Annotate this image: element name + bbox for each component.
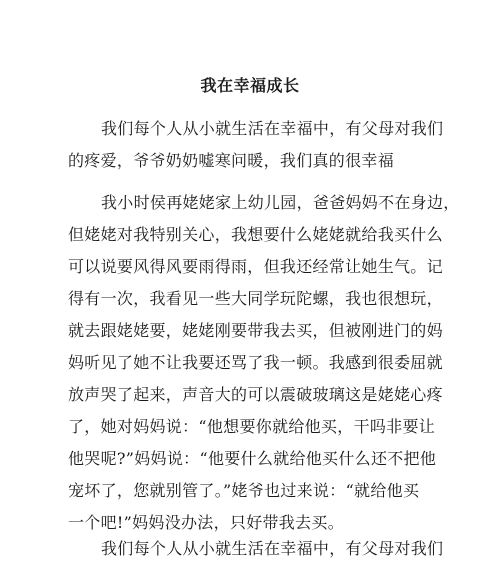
paragraph-line: 我小时侯再姥姥家上幼儿园，爸爸妈妈不在身边， [101, 193, 460, 212]
paragraph-line: 的疼爱，爷爷奶奶嘘寒问暖，我们真的很幸福 [68, 151, 395, 170]
paragraph-line: 妈听见了她不让我要还骂了我一顿。我感到很委屈就 [68, 353, 443, 372]
paragraph-line: 一个吧!”妈妈没办法，只好带我去买。 [68, 513, 345, 532]
document-title: 我在幸福成长 [200, 76, 300, 95]
paragraph-line: 放声哭了起来，声音大的可以震破玻璃这是姥姥心疼 [68, 385, 443, 404]
paragraph-line: 就去跟姥姥要，姥姥刚要带我去买，但被刚进门的妈 [68, 321, 443, 340]
paragraph-line: 宠坏了，您就别管了。”姥爷也过来说：“就给他买 [68, 481, 420, 500]
paragraph-line: 但姥姥对我特别关心，我想要什么姥姥就给我买什么 [68, 225, 443, 244]
paragraph-1 [68, 113, 444, 177]
paragraph-line: 了，她对妈妈说：“他想要你就给他买，干吗非要让 [68, 417, 436, 436]
paragraph-line: 我们每个人从小就生活在幸福中，有父母对我们 [101, 119, 444, 138]
paragraph-line: 他哭呢?”妈妈说：“他要什么就给他买什么还不把他 [68, 449, 437, 468]
paragraph-line: 得有一次，我看见一些大同学玩陀螺，我也很想玩， [68, 289, 443, 308]
paragraph-2 [68, 187, 460, 539]
paragraph-line: 我们每个人从小就生活在幸福中，有父母对我们 [101, 539, 444, 558]
paragraph-line: 可以说要风得风要雨得雨，但我还经常让她生气。记 [68, 257, 443, 276]
paragraph-3 [68, 533, 444, 565]
